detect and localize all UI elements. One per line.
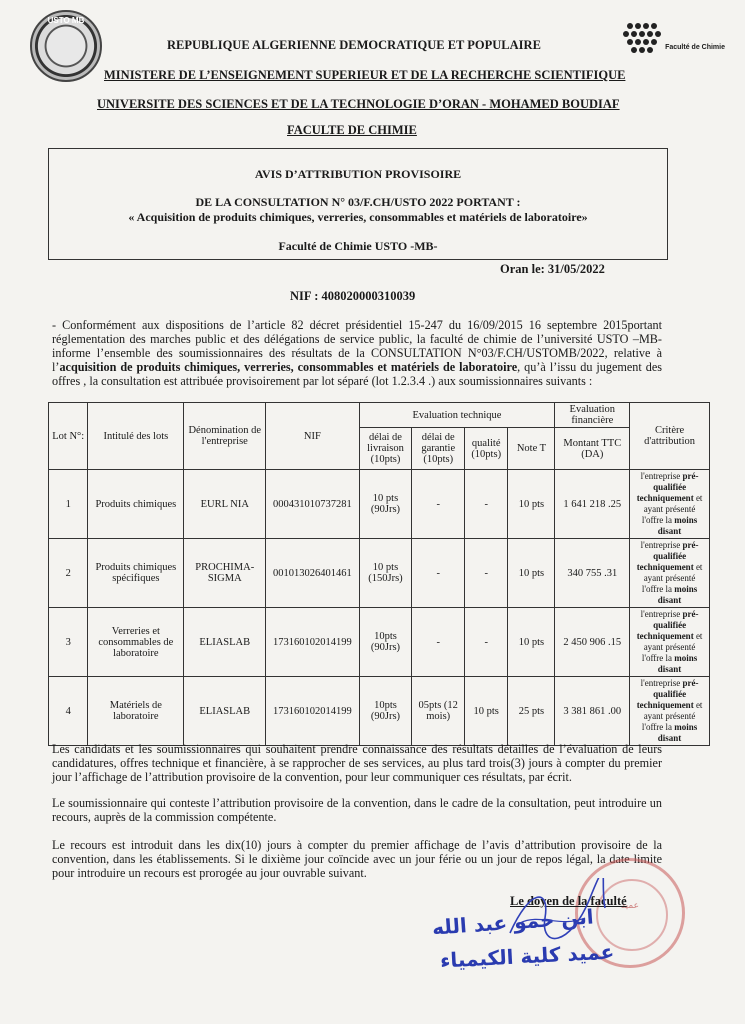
results-table [48,402,710,746]
cell-garantie: - [412,470,465,539]
cell-montant: 3 381 861 .00 [555,677,630,746]
cell-montant: 1 641 218 .25 [555,470,630,539]
signatory-name-arabic: ابن حمو عبد الله [431,904,595,940]
cell-note: 10 pts [508,470,555,539]
notice-title: AVIS D’ATTRIBUTION PROVISOIRE [254,167,462,181]
table-row [49,470,710,539]
consultation-reference: DE LA CONSULTATION N° 03/F.CH/USTO 2022 PORTANT : [195,195,521,209]
cell-garantie: - [412,539,465,608]
cell-livraison: 10 pts (150Jrs) [359,539,412,608]
cell-critere: l'entreprise pré-qualifiée techniquement et ayant présenté l'offre la moins disant [630,677,710,746]
handwritten-signature [500,878,610,948]
nif-line: NIF : 408020000310039 [290,289,416,303]
cell-intitule: Verreries et consommables de laboratoire [88,608,184,677]
ministry-heading: MINISTERE DE L’ENSEIGNEMENT SUPERIEUR ET DE LA RECHERCHE SCIENTIFIQUE [104,68,626,82]
intro-text-2: , qu’à l’issu du jugement des offres , la consultation est attribuée provisoirement par lot séparé (lot 1.2.3.4 .) aux soumissionnaires suivants : [52,360,662,388]
stamp-text: عميد [620,901,639,911]
col-eval-fin: Evaluation financière [555,403,630,428]
cell-qualite: - [464,608,507,677]
table-row [49,677,710,746]
cell-intitule: Produits chimiques [88,470,184,539]
cell-note: 25 pts [508,677,555,746]
cell-nif: 001013026401461 [266,539,359,608]
faculty-logo-label: Faculté de Chimie [665,44,725,51]
faculty-heading: FACULTE DE CHIMIE [287,123,417,137]
cell-nif: 000431010737281 [266,470,359,539]
cell-critere: l'entreprise pré-qualifiée techniquement et ayant présenté l'offre la moins disant [630,608,710,677]
col-critere: Critère d'attribution [630,403,710,470]
cell-intitule: Produits chimiques spécifiques [88,539,184,608]
molecule-grid-icon [620,18,680,58]
col-lot: Lot N°: [49,403,88,470]
cell-montant: 2 450 906 .15 [555,608,630,677]
notice-box [48,148,668,260]
col-intitule: Intitulé des lots [88,403,184,470]
cell-lot: 2 [49,539,88,608]
col-montant: Montant TTC (DA) [555,428,630,470]
consultation-object: « Acquisition de produits chimiques, verreries, consommables et matériels de laboratoire» [128,210,588,224]
notice-faculty: Faculté de Chimie USTO -MB- [278,239,438,253]
table-row [49,539,710,608]
col-delai-garantie: délai de garantie (10pts) [412,428,465,470]
col-qualite: qualité (10pts) [464,428,507,470]
intro-text-1: - Conformément aux dispositions de l’article 82 décret présidentiel 15-247 du 16/09/2015 16 septembre 2015portant réglementation des marches public et des délégations de service public, la faculté de chimie de l’université USTO –MB- informe l’ensemble des soumissionnaires des résultats de la CONSULTATION N°03/F.CH/USTOMB/2022, relative à l’ [52,318,662,374]
cell-critere: l'entreprise pré-qualifiée techniquement et ayant présenté l'offre la moins disant [630,470,710,539]
cell-intitule: Matériels de laboratoire [88,677,184,746]
col-note: Note T [508,428,555,470]
cell-entreprise: ELIASLAB [184,608,266,677]
cell-montant: 340 755 .31 [555,539,630,608]
cell-lot: 4 [49,677,88,746]
cell-qualite: - [464,470,507,539]
cell-entreprise: PROCHIMA-SIGMA [184,539,266,608]
results-access-paragraph: Les candidats et les soumissionnaires qui souhaitent prendre connaissance des résultats détailles de l’évaluation de leurs candidatures, offres technique et financière, à se rapprocher de ses services, au plus tard trois(3) jours à compter du premier jour l’affichage de l’attribution provisoire de la convention, pour leur communiquer ces résultats, par écrit. [52,742,662,784]
date-line: Oran le: 31/05/2022 [500,262,605,276]
cell-nif: 173160102014199 [266,677,359,746]
cell-note: 10 pts [508,608,555,677]
cell-livraison: 10 pts (90Jrs) [359,470,412,539]
cell-garantie: 05pts (12 mois) [412,677,465,746]
republic-heading: REPUBLIQUE ALGERIENNE DEMOCRATIQUE ET POPULAIRE [167,38,541,52]
cell-lot: 3 [49,608,88,677]
col-nif: NIF [266,403,359,470]
col-eval-tech: Evaluation technique [359,403,555,428]
cell-nif: 173160102014199 [266,608,359,677]
appeal-paragraph: Le recours est introduit dans les dix(10) jours à compter du premier affichage de l’avis d’attribution provisoire de la convention, dans les établissements. Si le dixième jour coïncide avec un jour férie ou un jour de repos légal, la date limite pour introduire un recours est prorogée au jour ouvrable suivant. [52,838,662,880]
cell-qualite: 10 pts [464,677,507,746]
signatory-title: Le doyen de la faculté [510,894,627,908]
cell-note: 10 pts [508,539,555,608]
cell-qualite: - [464,539,507,608]
cell-livraison: 10pts (90Jrs) [359,608,412,677]
cell-entreprise: ELIASLAB [184,677,266,746]
cell-garantie: - [412,608,465,677]
contest-paragraph: Le soumissionnaire qui conteste l’attribution provisoire de la convention, dans le cadre de la consultation, peut introduire un recours, auprès de la commission compétente. [52,796,662,824]
cell-lot: 1 [49,470,88,539]
intro-text-bold: acquisition de produits chimiques, verreries, consommables et matériels de laboratoire [59,360,518,374]
signatory-role-arabic: عميد كلية الكيمياء [439,939,615,973]
university-logo-label: USTO MB [47,16,85,25]
cell-critere: l'entreprise pré-qualifiée techniquement et ayant présenté l'offre la moins disant [630,539,710,608]
cell-livraison: 10pts (90Jrs) [359,677,412,746]
faculty-logo [620,18,725,58]
table-row [49,608,710,677]
cell-entreprise: EURL NIA [184,470,266,539]
col-delai-livraison: délai de livraison (10pts) [359,428,412,470]
university-logo [30,10,102,82]
col-denomination: Dénomination de l'entreprise [184,403,266,470]
intro-paragraph [52,318,662,388]
university-heading: UNIVERSITE DES SCIENCES ET DE LA TECHNOLOGIE D’ORAN - MOHAMED BOUDIAF [97,97,620,111]
